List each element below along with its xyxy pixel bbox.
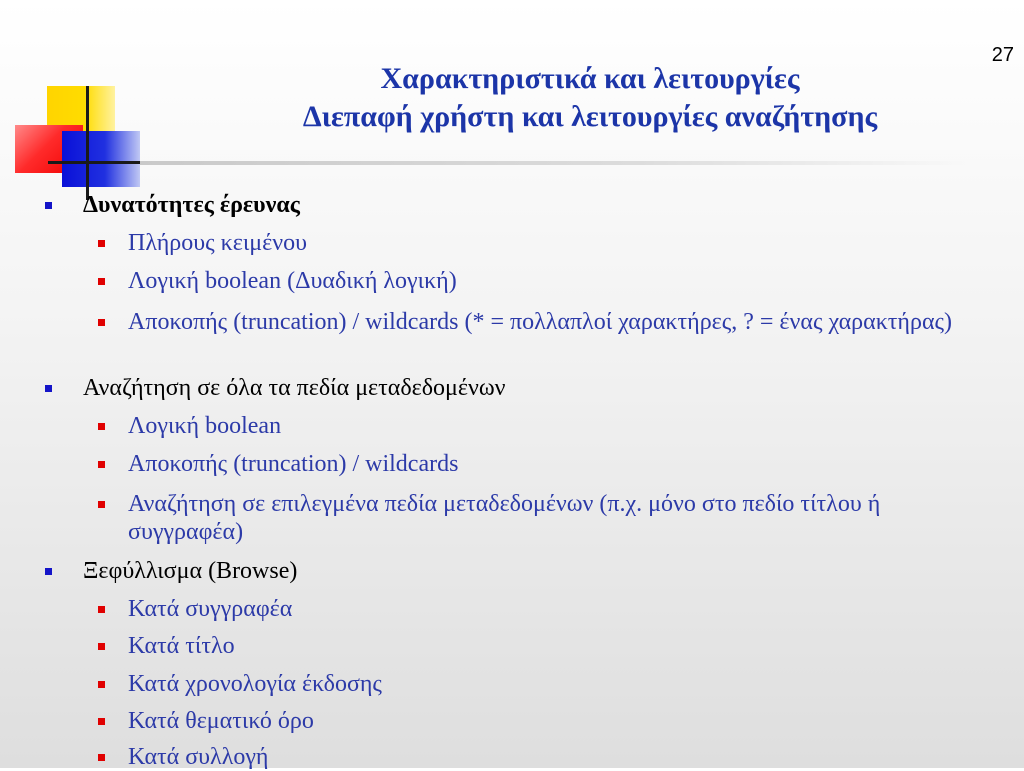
item-label: Κατά συλλογή xyxy=(128,744,269,770)
title-line-1: Χαρακτηριστικά και λειτουργίες xyxy=(380,62,800,95)
item-label: Κατά συγγραφέα xyxy=(128,596,293,622)
item-label: Λογική boolean (Δυαδική λογική) xyxy=(128,268,457,294)
item-label: Λογική boolean xyxy=(128,413,282,439)
square-bullet-icon xyxy=(45,568,52,575)
item-label: Αποκοπής (truncation) / wildcards xyxy=(128,451,459,477)
square-bullet-icon xyxy=(98,643,105,650)
square-bullet-icon xyxy=(98,501,105,508)
square-bullet-icon xyxy=(45,202,52,209)
item-label: Αναζήτηση σε επιλεγμένα πεδία μεταδεδομένων (π.χ. μόνο στο πεδίο τίτλου ή συγγραφέα) xyxy=(128,491,881,545)
square-bullet-icon xyxy=(98,278,105,285)
item-label: Πλήρους κειμένου xyxy=(128,230,307,256)
square-bullet-icon xyxy=(98,718,105,725)
item-label: Κατά θεματικό όρο xyxy=(128,708,314,734)
section-label: Δυνατότητες έρευνας xyxy=(83,192,300,218)
square-bullet-icon xyxy=(98,240,105,247)
item-label: Αποκοπής (truncation) / wildcards (* = πολλαπλοί χαρακτήρες, ? = ένας χαρακτήρας) xyxy=(128,309,953,335)
item-label: Κατά τίτλο xyxy=(128,633,235,659)
item-label: Κατά χρονολογία έκδοσης xyxy=(128,671,382,697)
square-bullet-icon xyxy=(98,681,105,688)
section-label: Αναζήτηση σε όλα τα πεδία μεταδεδομένων xyxy=(83,375,506,401)
square-bullet-icon xyxy=(98,606,105,613)
square-bullet-icon xyxy=(98,423,105,430)
square-bullet-icon xyxy=(98,754,105,761)
slide-number: 27 xyxy=(991,44,1014,66)
square-bullet-icon xyxy=(45,385,52,392)
square-bullet-icon xyxy=(98,319,105,326)
square-bullet-icon xyxy=(98,461,105,468)
section-label: Ξεφύλλισμα (Browse) xyxy=(83,558,298,584)
title-line-2: Διεπαφή χρήστη και λειτουργίες αναζήτησης xyxy=(302,100,878,133)
